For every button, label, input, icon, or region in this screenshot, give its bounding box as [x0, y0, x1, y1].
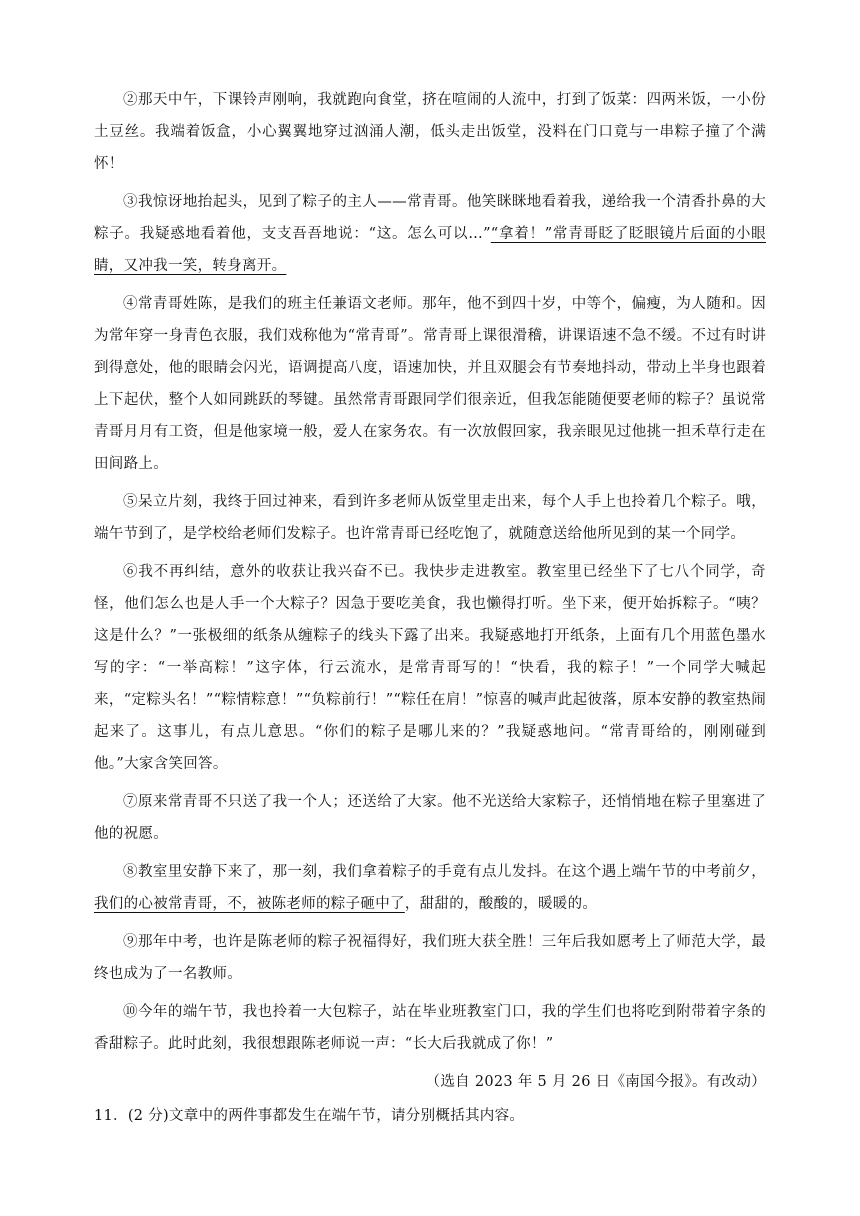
- paragraph-text: ⑩今年的端午节，我也拎着一大包粽子，站在毕业班教室门口，我的学生们也将吃到附带着字条的香甜粽子。此时此刻，我很想跟陈老师说一声：“长大后我就成了你！”: [94, 1004, 766, 1052]
- paragraph-text: ⑧教室里安静下来了，那一刻，我们拿着粽子的手竟有点儿发抖。在这个遇上端午节的中考前夕，: [123, 864, 766, 880]
- paragraph-text: ②那天中午，下课铃声刚响，我就跑向食堂，挤在喧闹的人流中，打到了饭菜：四两米饭，一小份土豆丝。我端着饭盒，小心翼翼地穿过汹涌人潮，低头走出饭堂，没料在门口竟与一串粽子撞了个满怀！: [94, 92, 766, 172]
- paragraph-8: [94, 856, 766, 920]
- paragraph-text: ⑨那年中考，也许是陈老师的粽子祝福得好，我们班大获全胜！三年后我如愿考上了师范大学，最终也成为了一名教师。: [94, 934, 766, 982]
- underlined-sentence: 我们的心被常青哥，不，被陈老师的粽子砸中了: [94, 896, 405, 912]
- paragraph-text: ③我惊讶地抬起头，见到了粽子的主人——常青哥。他笑眯眯地看着我，递给我一个清香扑鼻的大粽子。我疑惑地看着他，支支吾吾地说：“这。怎么可以…”: [94, 194, 766, 242]
- paragraph-5: [94, 486, 766, 550]
- paragraph-text: ⑤呆立片刻，我终于回过神来，看到许多老师从饭堂里走出来，每个人手上也拎着几个粽子。哦，端午节到了，是学校给老师们发粽子。也许常青哥已经吃饱了，就随意送给他所见到的某一个同学。: [94, 494, 766, 542]
- underlined-sentence: “拿着！”常青哥眨了眨眼镜片后面的小眼睛，又冲我一笑，转身离开。: [94, 226, 766, 274]
- paragraph-text: ，甜甜的，酸酸的，暖暖的。: [404, 896, 598, 912]
- source-citation: （选自 2023 年 5 月 26 日《南国今报》。有改动）: [425, 1074, 766, 1090]
- paragraph-text: ⑥我不再纠结，意外的收获让我兴奋不已。我快步走进教室。教室里已经坐下了七八个同学，奇怪，他们怎么也是人手一个大粽子？因急于要吃美食，我也懒得打听。坐下来，便开始拆粽子。“咦？这是什么？”一张极细的纸条从缠粽子的线头下露了出来。我疑惑地打开纸条，上面有几个用蓝色墨水写的字：“一举高粽！”这字体，行云流水，是常青哥写的！“快看，我的粽子！”一个同学大喊起来，“定粽头名！”“粽情粽意！”“负粽前行！”“粽任在肩！”惊喜的喊声此起彼落，原本安静的教室热闹起来了。这事儿，有点儿意思。“你们的粽子是哪儿来的？”我疑惑地问。“常青哥给的，刚刚碰到他。”大家含笑回答。: [94, 564, 766, 772]
- paragraph-10: [94, 996, 766, 1060]
- paragraph-6: [94, 556, 766, 780]
- paragraph-9: [94, 926, 766, 990]
- paragraph-7: [94, 786, 766, 850]
- article-body: [94, 84, 766, 1132]
- question-11: 11．(2 分)文章中的两件事都发生在端午节，请分别概括其内容。: [94, 1108, 525, 1124]
- paragraph-text: ⑦原来常青哥不只送了我一个人；还送给了大家。他不光送给大家粽子，还悄悄地在粽子里塞进了他的祝愿。: [94, 794, 766, 842]
- paragraph-2: [94, 84, 766, 180]
- paragraph-3: [94, 186, 766, 282]
- paragraph-text: ④常青哥姓陈，是我们的班主任兼语文老师。那年，他不到四十岁，中等个，偏瘦，为人随和。因为常年穿一身青色衣服，我们戏称他为“常青哥”。常青哥上课很滑稽，讲课语速不急不缓。不过有时讲到得意处，他的眼睛会闪光，语调提高八度，语速加快，并且双腿会有节奏地抖动，带动上半身也跟着上下起伏，整个人如同跳跃的琴键。虽然常青哥跟同学们很亲近，但我怎能随便要老师的粽子？虽说常青哥月月有工资，但是他家境一般，爱人在家务农。有一次放假回家，我亲眼见过他挑一担禾草行走在田间路上。: [94, 296, 766, 472]
- paragraph-4: [94, 288, 766, 480]
